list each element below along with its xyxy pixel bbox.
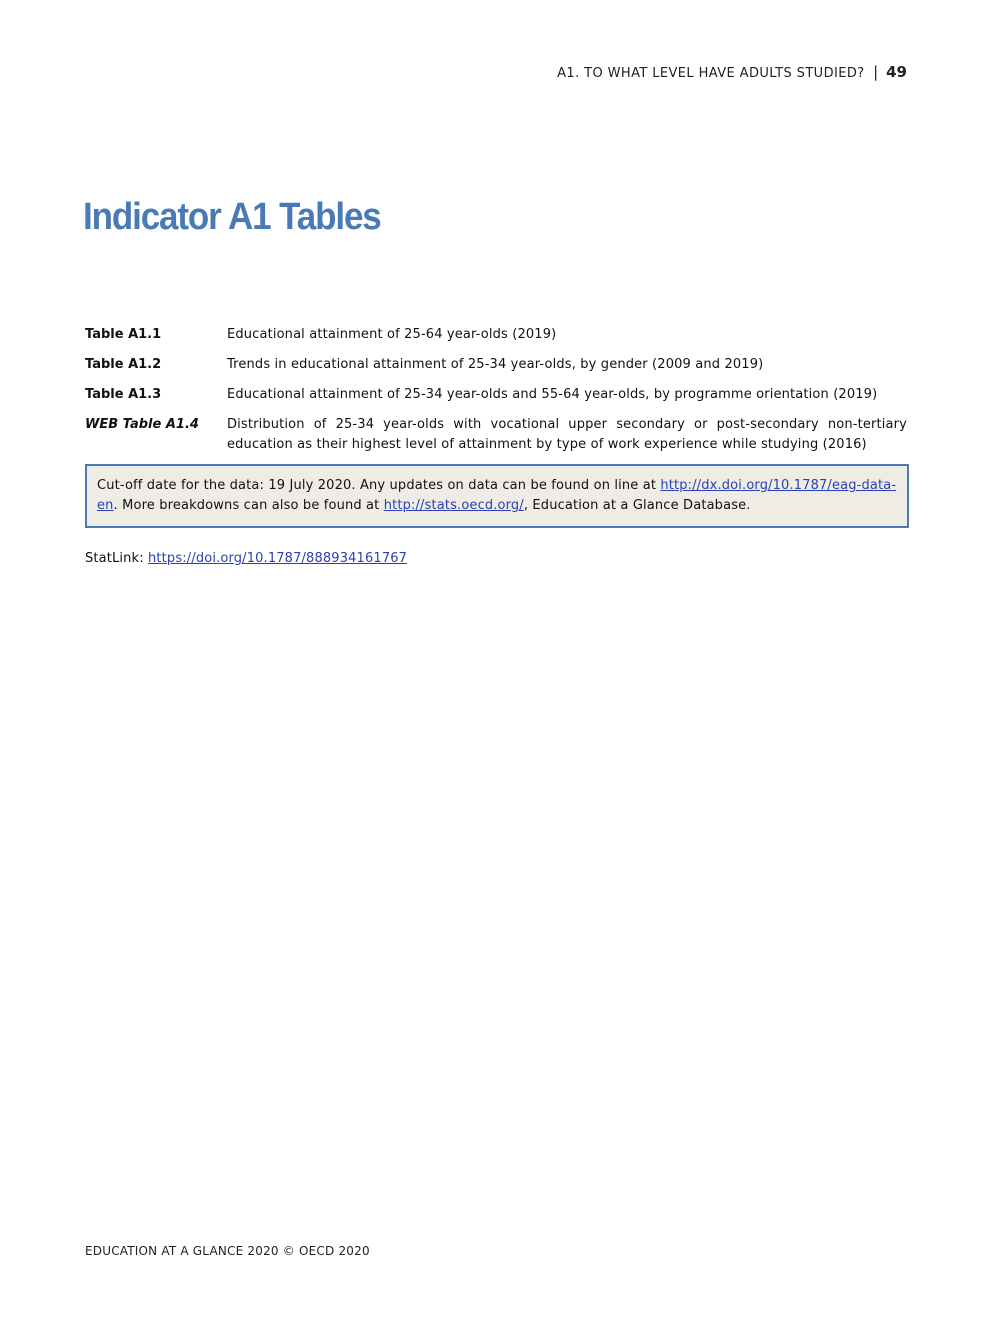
oecd-stats-link[interactable]: http://stats.oecd.org/ bbox=[383, 498, 524, 513]
table-list-item bbox=[85, 355, 907, 375]
running-header bbox=[557, 63, 907, 81]
table-id: Table A1.3 bbox=[85, 387, 162, 402]
page-title: Indicator A1 Tables bbox=[83, 196, 381, 238]
note-text: . More breakdowns can also be found at bbox=[113, 498, 384, 513]
statlink bbox=[85, 549, 407, 569]
note-text: Cut-off date for the data: 19 July 2020. Any updates on data can be found on line at bbox=[97, 478, 661, 493]
table-id: Table A1.2 bbox=[85, 357, 162, 372]
note-text: , Education at a Glance Database. bbox=[523, 498, 751, 513]
table-title: Educational attainment of 25-64 year-olds (2019) bbox=[227, 327, 557, 342]
table-title: Trends in educational attainment of 25-34 year-olds, by gender (2009 and 2019) bbox=[227, 357, 764, 372]
header-separator: | bbox=[873, 63, 879, 81]
table-title: Educational attainment of 25-34 year-olds and 55-64 year-olds, by programme orientation (2019) bbox=[227, 387, 878, 402]
table-title: Distribution of 25-34 year-olds with vocational upper secondary or post-secondary non-tertiary education as their highest level of attainment by type of work experience while studying (2016) bbox=[227, 417, 907, 452]
table-list-item bbox=[85, 325, 907, 345]
table-id: Table A1.1 bbox=[85, 327, 162, 342]
data-note-box bbox=[85, 464, 909, 528]
statlink-url[interactable]: https://doi.org/10.1787/888934161767 bbox=[148, 551, 408, 566]
statlink-label: StatLink: bbox=[85, 551, 149, 566]
table-id: WEB Table A1.4 bbox=[85, 417, 199, 432]
running-title: A1. TO WHAT LEVEL HAVE ADULTS STUDIED? bbox=[557, 66, 865, 81]
table-list-item bbox=[85, 385, 907, 405]
table-list-item bbox=[85, 415, 907, 455]
eag-data-link[interactable]: http://dx.doi.org/10.1787/eag-data-en bbox=[97, 478, 897, 513]
tables-list bbox=[85, 325, 907, 465]
page-number: 49 bbox=[886, 63, 907, 81]
page-footer: EDUCATION AT A GLANCE 2020 © OECD 2020 bbox=[85, 1244, 370, 1258]
